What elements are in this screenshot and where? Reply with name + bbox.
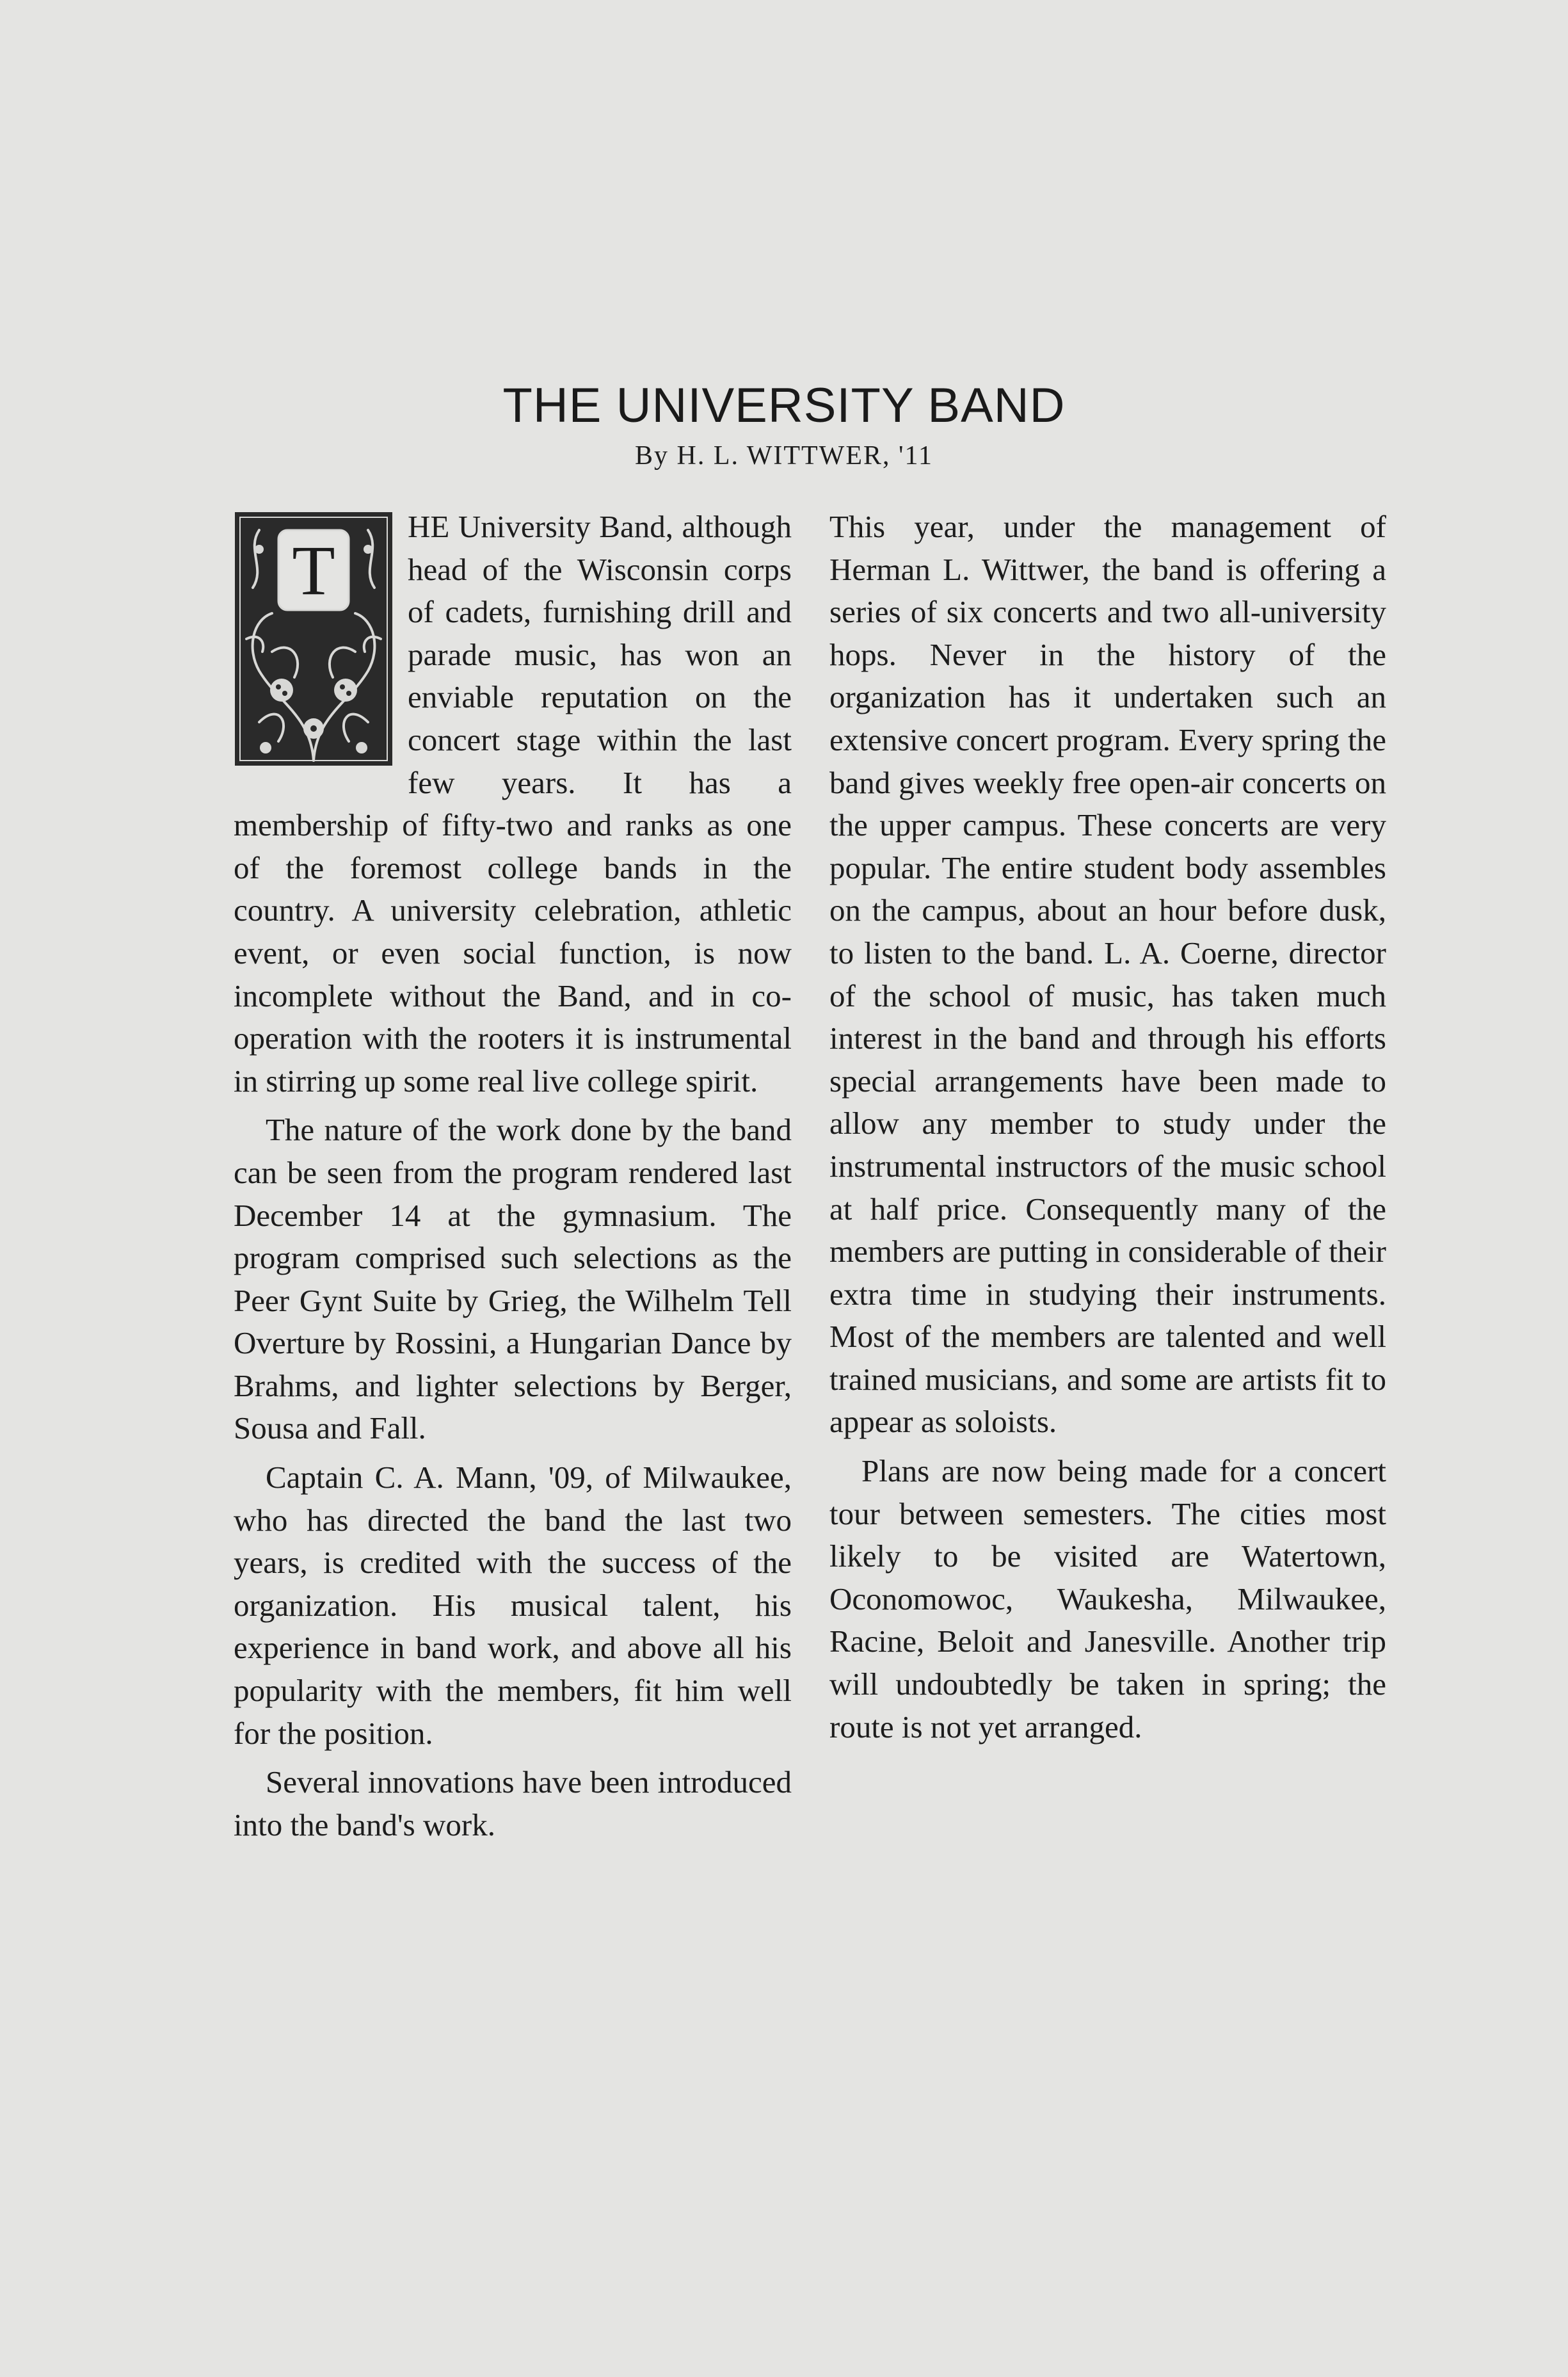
paragraph-3: Captain C. A. Mann, '09, of Milwaukee, who has directed the band the last two years, is credited with the success of the organization. His musical talent, his experience in band work, and above all his popularity with the members, fit him well for the position.	[234, 1460, 792, 1751]
drop-cap-letter: T	[292, 531, 335, 609]
article-title: THE UNIVERSITY BAND	[502, 378, 1066, 433]
paragraph-4: Several innovations have been introduced into the band's work.	[234, 1764, 792, 1842]
ornamental-drop-cap	[234, 511, 394, 767]
paragraph-1: HE University Band, although head of the Wisconsin corps of cadets, furnishing drill and parade music, has won an enviable reputation on the concert stage within the last few years. It has a membership of fifty-two and ranks as one of the foremost college bands in the country. A university celebration, athletic event, or even social function, is now incomplete without the Band, and in co-operation with the rooters it is instrumental in stirring up some real live college spirit.	[234, 509, 792, 1099]
article-byline: By H. L. WITTWER, '11	[635, 441, 933, 471]
paragraph-5: This year, under the management of Herman L. Wittwer, the band is offering a series of six concerts and two all-university hops. Never in the history of the organization has it undertaken such an extensive concert program. Every spring the band gives weekly free open-air concerts on the upper campus. These concerts are very popular. The entire student body assembles on the campus, about an hour before dusk, to listen to the band. L. A. Coerne, director of the school of music, has taken much interest in the band and through his efforts special arrangements have been made to allow any member to study under the instrumental instructors of the music school at half price. Consequently many of the members are putting in considerable of their extra time in studying their instruments. Most of the members are talented and well trained musicians, and some are artists fit to appear as soloists.	[829, 509, 1386, 1440]
left-column	[234, 506, 792, 1846]
right-column	[829, 506, 1386, 1748]
paragraph-6: Plans are now being made for a concert tour between semesters. The cities most likely to be visited are Watertown, Oconomowoc, Waukesha, Milwaukee, Racine, Beloit and Janesville. Another trip will undoubtedly be taken in spring; the route is not yet arranged.	[829, 1453, 1386, 1744]
paragraph-2: The nature of the work done by the band can be seen from the program rendered last December 14 at the gymnasium. The program comprised such selections as the Peer Gynt Suite by Grieg, the Wilhelm Tell Overture by Rossini, a Hungarian Dance by Brahms, and lighter selections by Berger, Sousa and Fall.	[234, 1112, 792, 1446]
